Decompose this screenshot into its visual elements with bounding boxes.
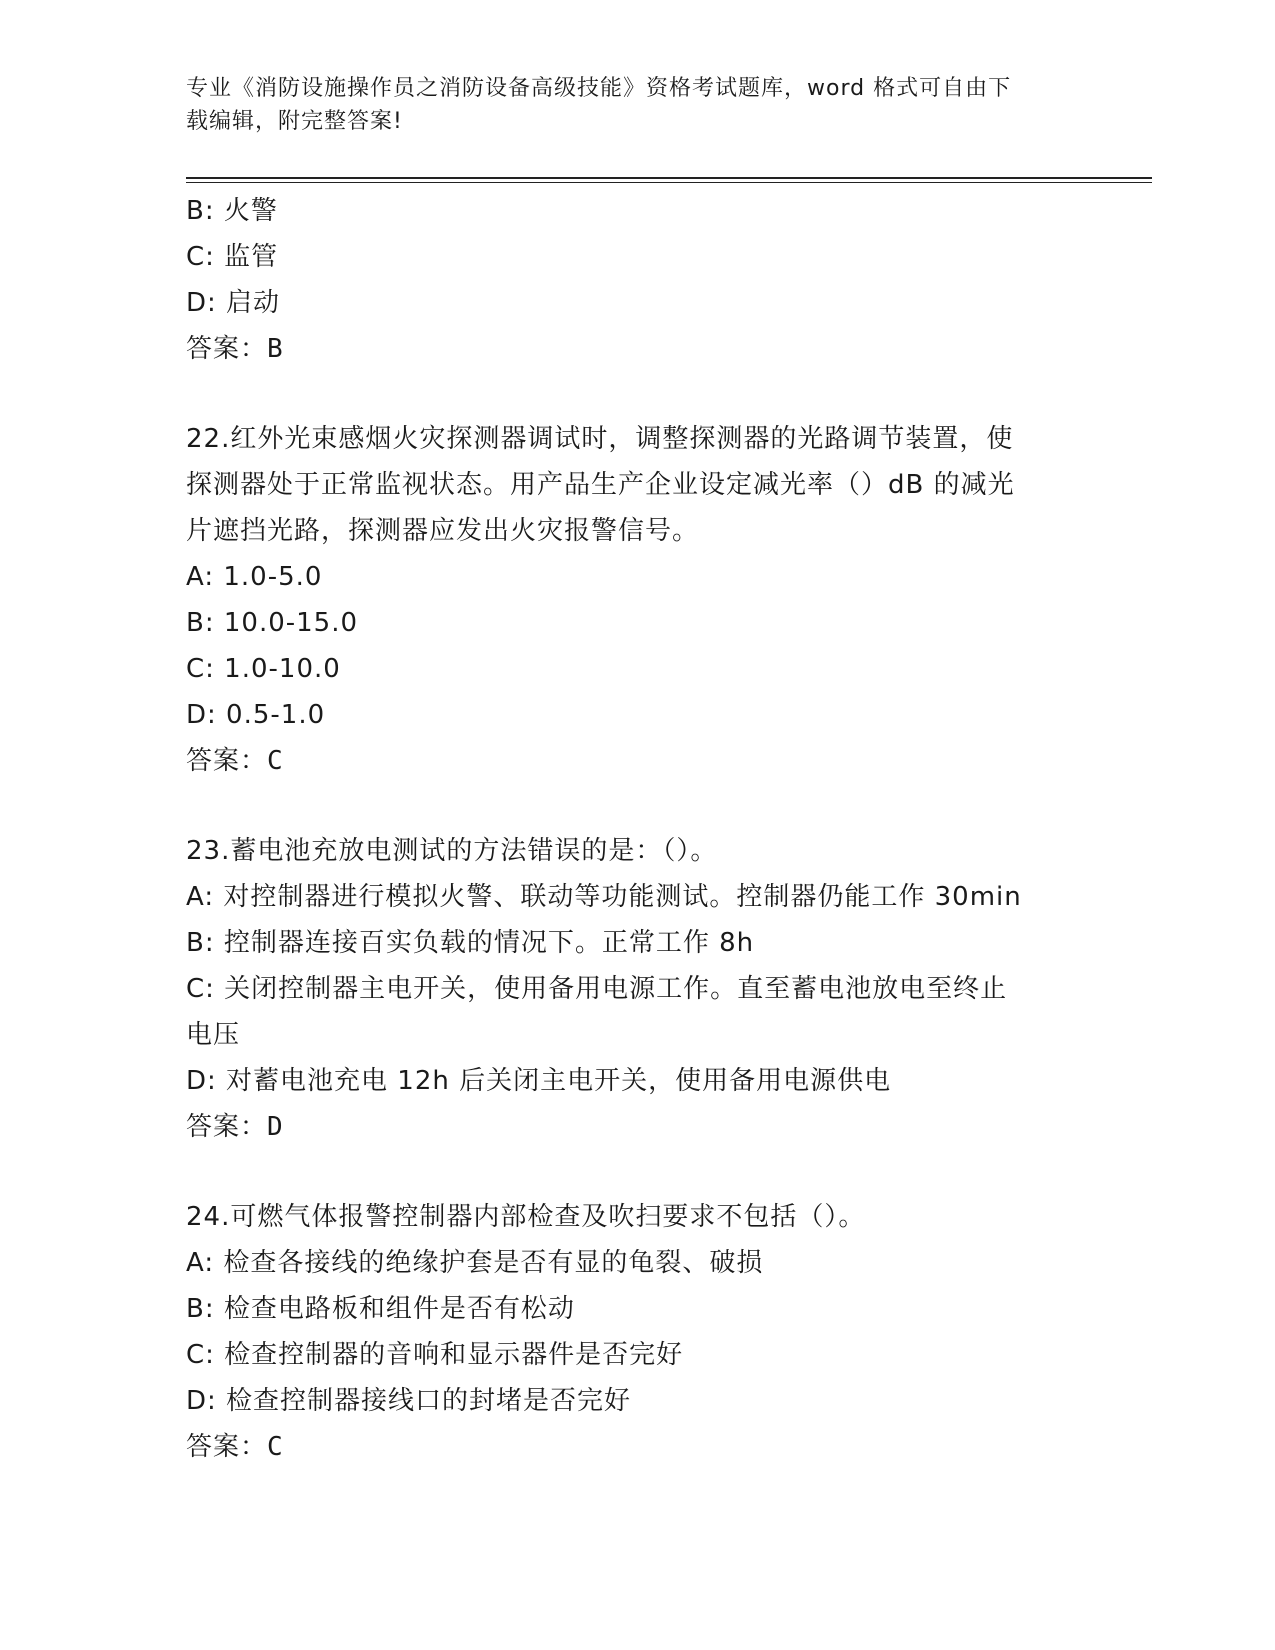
q23-option-b: B: 控制器连接百实负载的情况下。正常工作 8h <box>186 928 755 958</box>
question-gap <box>186 1150 1086 1194</box>
q22-option-b: B: 10.0-15.0 <box>186 608 359 638</box>
q24-option-d: D: 检查控制器接线口的封堵是否完好 <box>186 1386 632 1416</box>
question-24-block <box>186 1194 1086 1470</box>
question-23-block <box>186 828 1086 1150</box>
q23-stem: 23.蓄电池充放电测试的方法错误的是：（）。 <box>186 836 718 866</box>
q21-option-b: B: 火警 <box>186 196 278 226</box>
q21-answer: 答案：B <box>186 334 284 364</box>
q24-option-a: A: 检查各接线的绝缘护套是否有显的龟裂、破损 <box>186 1248 764 1278</box>
q23-option-c-line-1: C: 关闭控制器主电开关，使用备用电源工作。直至蓄电池放电至终止 <box>186 974 1008 1004</box>
q21-option-d: D: 启动 <box>186 288 281 318</box>
q24-option-b: B: 检查电路板和组件是否有松动 <box>186 1294 575 1324</box>
q22-stem-line-2: 探测器处于正常监视状态。用产品生产企业设定减光率（）dB 的减光 <box>186 470 1015 500</box>
q22-option-d: D: 0.5-1.0 <box>186 700 326 730</box>
question-21-block <box>186 188 1086 372</box>
q23-answer: 答案：D <box>186 1112 284 1142</box>
question-gap <box>186 372 1086 416</box>
page-header <box>186 72 1066 138</box>
q23-option-a: A: 对控制器进行模拟火警、联动等功能测试。控制器仍能工作 30min <box>186 882 1022 912</box>
question-content <box>186 188 1086 1470</box>
q23-option-c-line-2: 电压 <box>186 1020 241 1050</box>
question-22-block <box>186 416 1086 784</box>
header-line-1: 专业《消防设施操作员之消防设备高级技能》资格考试题库，word 格式可自由下 <box>186 76 1012 101</box>
q24-option-c: C: 检查控制器的音响和显示器件是否完好 <box>186 1340 684 1370</box>
q23-option-d: D: 对蓄电池充电 12h 后关闭主电开关，使用备用电源供电 <box>186 1066 892 1096</box>
q22-option-a: A: 1.0-5.0 <box>186 562 323 592</box>
q22-stem-line-1: 22.红外光束感烟火灾探测器调试时，调整探测器的光路调节装置，使 <box>186 424 1014 454</box>
q24-stem: 24.可燃气体报警控制器内部检查及吹扫要求不包括（）。 <box>186 1202 866 1232</box>
q22-answer: 答案：C <box>186 746 284 776</box>
header-rule-thin <box>186 182 1152 183</box>
question-gap <box>186 784 1086 828</box>
header-line-2: 载编辑，附完整答案! <box>186 109 403 134</box>
q21-option-c: C: 监管 <box>186 242 279 272</box>
header-rule-thick <box>186 177 1152 179</box>
q22-option-c: C: 1.0-10.0 <box>186 654 341 684</box>
q24-answer: 答案：C <box>186 1432 284 1462</box>
q22-stem-line-3: 片遮挡光路，探测器应发出火灾报警信号。 <box>186 516 700 546</box>
